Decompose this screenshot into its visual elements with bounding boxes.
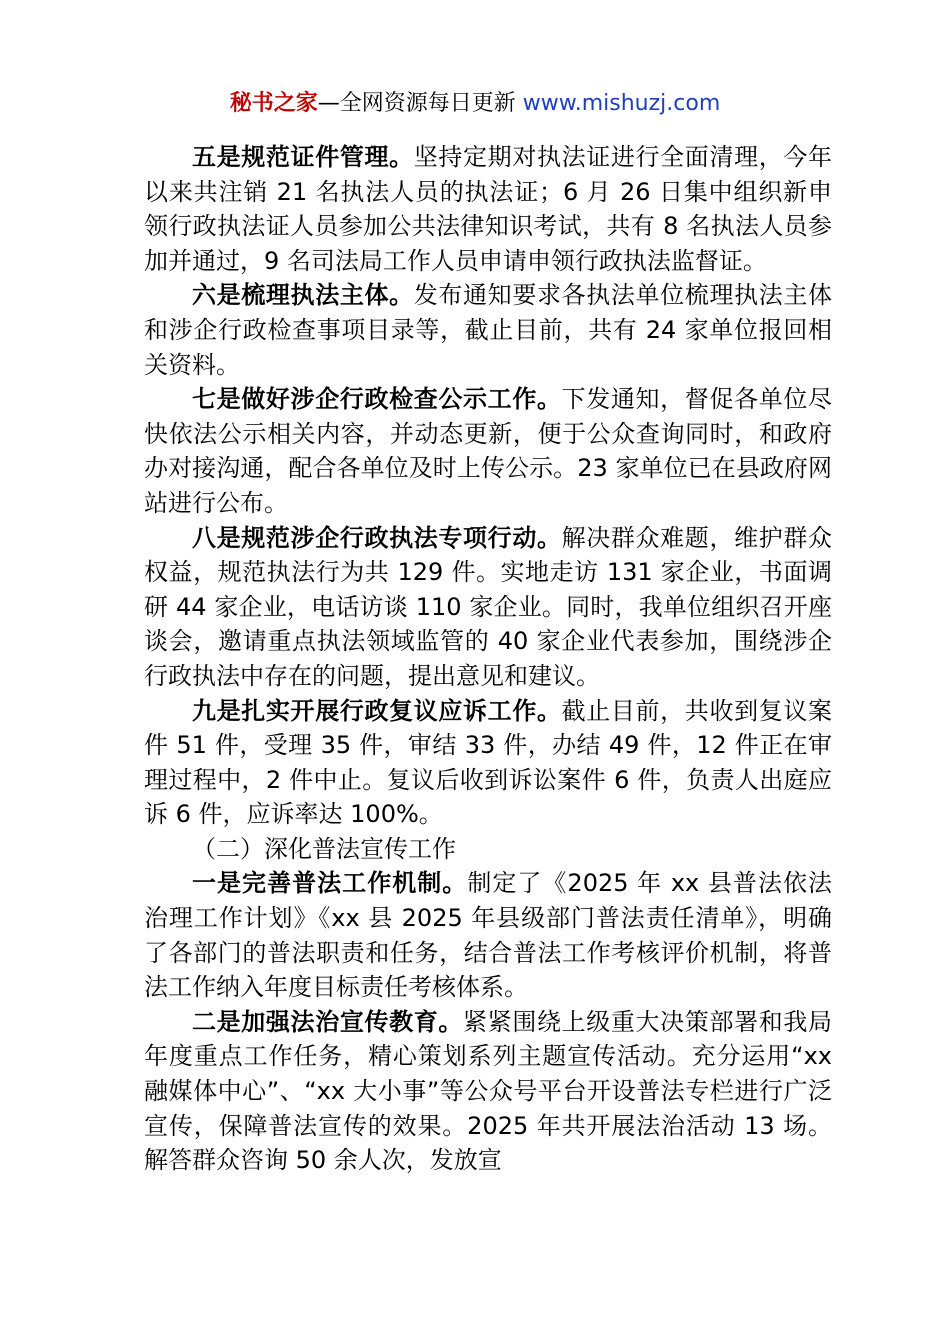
watermark-header <box>0 88 950 120</box>
paragraph-heading: 八是规范涉企行政执法专项行动。 <box>192 523 562 552</box>
paragraph-heading: 九是扎实开展行政复议应诉工作。 <box>192 696 562 725</box>
paragraph <box>144 694 832 832</box>
paragraph-text: 截止目前，共收到复议案件 51 件，受理 35 件，审结 33 件，办结 49 件，12 件正在审理过程中，2 件中止。复议后收到诉讼案件 6 件，负责人出庭应诉 6 件，应诉率达 100%。 <box>144 696 833 829</box>
paragraph-heading: 一是完善普法工作机制。 <box>192 869 468 898</box>
header-url[interactable]: www.mishuzj.com <box>522 91 721 116</box>
header-slogan: —全网资源每日更新 <box>317 91 523 116</box>
document-body <box>144 140 832 1178</box>
section-heading-text: （二）深化普法宣传工作 <box>192 834 456 863</box>
paragraph <box>144 866 832 1004</box>
paragraph-heading: 二是加强法治宣传教育。 <box>192 1007 464 1036</box>
paragraph-text: 制定了《2025 年 xx 县普法依法治理工作计划》《xx 县 2025 年县级部门普法责任清单》，明确了各部门的普法职责和任务，结合普法工作考核评价机制，将普法工作纳入年度目标责任考核体系。 <box>144 869 833 1002</box>
paragraph-heading: 五是规范证件管理。 <box>192 143 414 171</box>
paragraph-heading: 六是梳理执法主体。 <box>192 281 414 310</box>
paragraph-text: 坚持定期对执法证进行全面清理，今年以来共注销 21 名执法人员的执法证；6 月 26 日集中组织新申领行政执法证人员参加公共法律知识考试，共有 8 名执法人员参加并通过，9 名司法局工作人员申请申领行政执法监督证。 <box>144 143 833 275</box>
paragraph <box>144 140 832 278</box>
paragraph <box>144 278 832 382</box>
paragraph-heading: 七是做好涉企行政检查公示工作。 <box>192 385 562 414</box>
section-heading <box>144 832 832 867</box>
paragraph <box>144 521 832 694</box>
paragraph <box>144 1005 832 1178</box>
paragraph-text: 下发通知，督促各单位尽快依法公示相关内容，并动态更新，便于公众查询同时，和政府办对接沟通，配合各单位及时上传公示。23 家单位已在县政府网站进行公布。 <box>144 385 833 517</box>
paragraph <box>144 382 832 520</box>
paragraph-text: 解决群众难题，维护群众权益，规范执法行为共 129 件。实地走访 131 家企业，书面调研 44 家企业，电话访谈 110 家企业。同时，我单位组织召开座谈会，邀请重点执法领域监管的 40 家企业代表参加，围绕涉企行政执法中存在的问题，提出意见和建议。 <box>144 523 833 690</box>
paragraph-text: 紧紧围绕上级重大决策部署和我局年度重点工作任务，精心策划系列主题宣传活动。充分运用“xx 融媒体中心”、“xx 大小事”等公众号平台开设普法专栏进行广泛宣传，保障普法宣传的效果。2025 年共开展法治活动 13 场。解答群众咨询 50 余人次，发放宣 <box>144 1007 833 1175</box>
brand-name: 秘书之家 <box>229 91 318 116</box>
paragraph-text: 发布通知要求各执法单位梳理执法主体和涉企行政检查事项目录等，截止目前，共有 24 家单位报回相关资料。 <box>144 281 833 379</box>
